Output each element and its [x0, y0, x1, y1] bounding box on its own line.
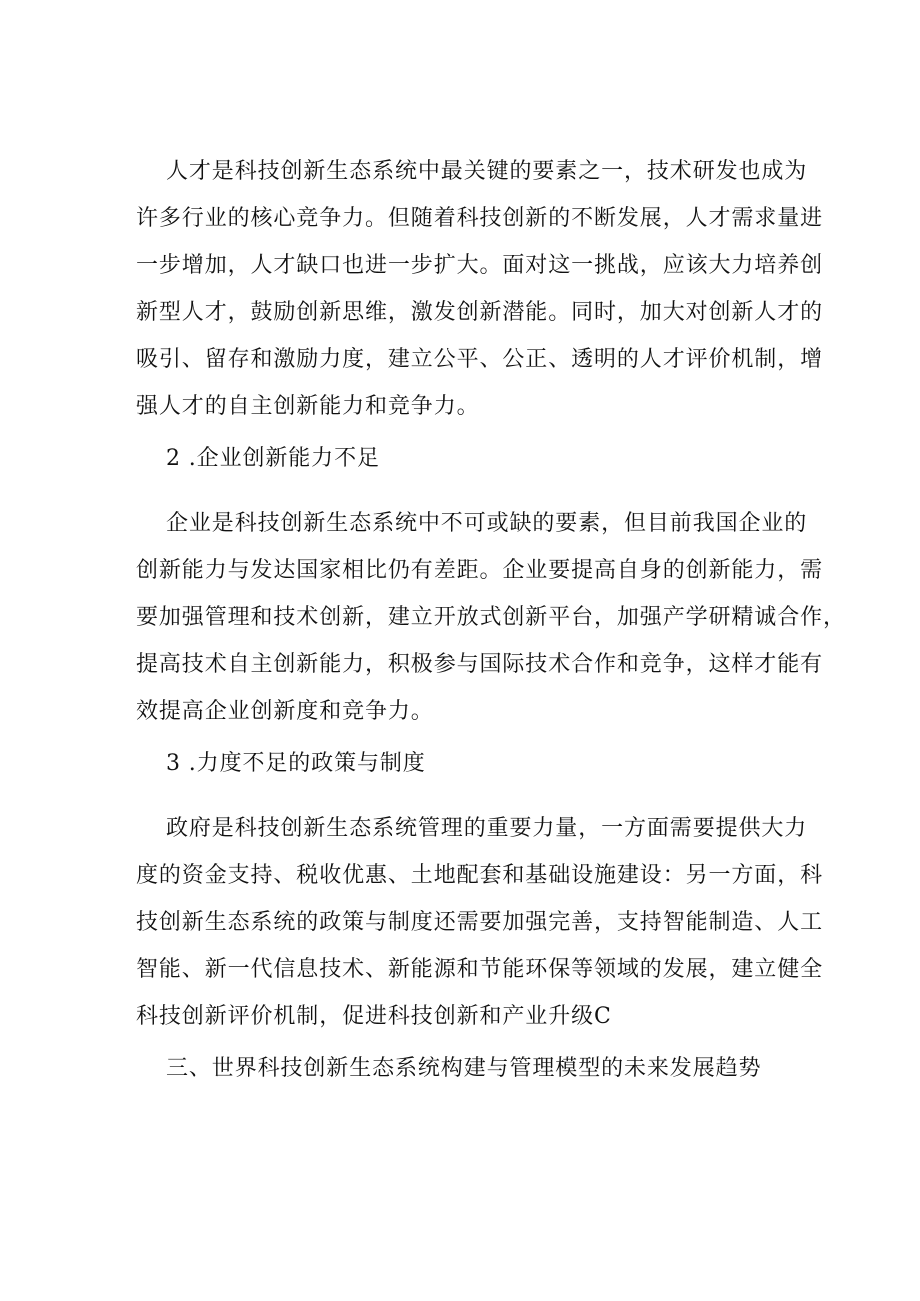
- subheading-text: 2 .企业创新能力不足: [166, 446, 380, 471]
- paragraph-line: 提高技术自主创新能力，积极参与国际技术合作和竞争，这样才能有: [136, 652, 824, 677]
- paragraph-enterprise: [136, 500, 846, 735]
- paragraph-line: 智能、新一代信息技术、新能源和节能环保等领域的发展，建立健全: [136, 957, 824, 982]
- paragraph-line: 效提高企业创新度和竞争力。: [136, 699, 434, 724]
- paragraph-line: 技创新生态系统的政策与制度还需要加强完善，支持智能制造、人工: [136, 910, 824, 935]
- paragraph-line: 一步增加，人才缺口也进一步扩大。面对这一挑战，应该大力培养创: [136, 253, 824, 278]
- paragraph-talent: [136, 148, 824, 430]
- paragraph-line: 新型人才，鼓励创新思维，激发创新潜能。同时，加大对创新人才的: [136, 300, 824, 325]
- paragraph-line: 吸引、留存和激励力度，建立公平、公正、透明的人才评价机制，增: [136, 347, 824, 372]
- paragraph-line: 创新能力与发达国家相比仍有差距。企业要提高自身的创新能力，需: [136, 558, 824, 583]
- paragraph-line: 要加强管理和技术创新，建立开放式创新平台，加强产学研精诚合作，: [136, 605, 846, 630]
- paragraph-line: 科技创新评价机制，促进科技创新和产业升级C: [136, 1004, 612, 1029]
- paragraph-line: 政府是科技创新生态系统管理的重要力量，一方面需要提供大力: [166, 816, 808, 841]
- paragraph-line: 企业是科技创新生态系统中不可或缺的要素，但目前我国企业的: [166, 511, 808, 536]
- paragraph-policy: [136, 805, 824, 1040]
- paragraph-line: 许多行业的核心竞争力。但随着科技创新的不断发展，人才需求量进: [136, 206, 824, 231]
- paragraph-line: 强人才的自主创新能力和竞争力。: [136, 394, 480, 419]
- paragraph-line: 度的资金支持、税收优惠、土地配套和基础设施建设：另一方面，科: [136, 863, 824, 888]
- subheading-text: 3 .力度不足的政策与制度: [166, 751, 426, 776]
- section-heading: [136, 1045, 784, 1092]
- subheading-policy: [136, 740, 784, 787]
- subheading-enterprise: [136, 435, 784, 482]
- section-heading-text: 三、世界科技创新生态系统构建与管理模型的未来发展趋势: [166, 1056, 762, 1081]
- paragraph-line: 人才是科技创新生态系统中最关键的要素之一，技术研发也成为: [166, 159, 808, 184]
